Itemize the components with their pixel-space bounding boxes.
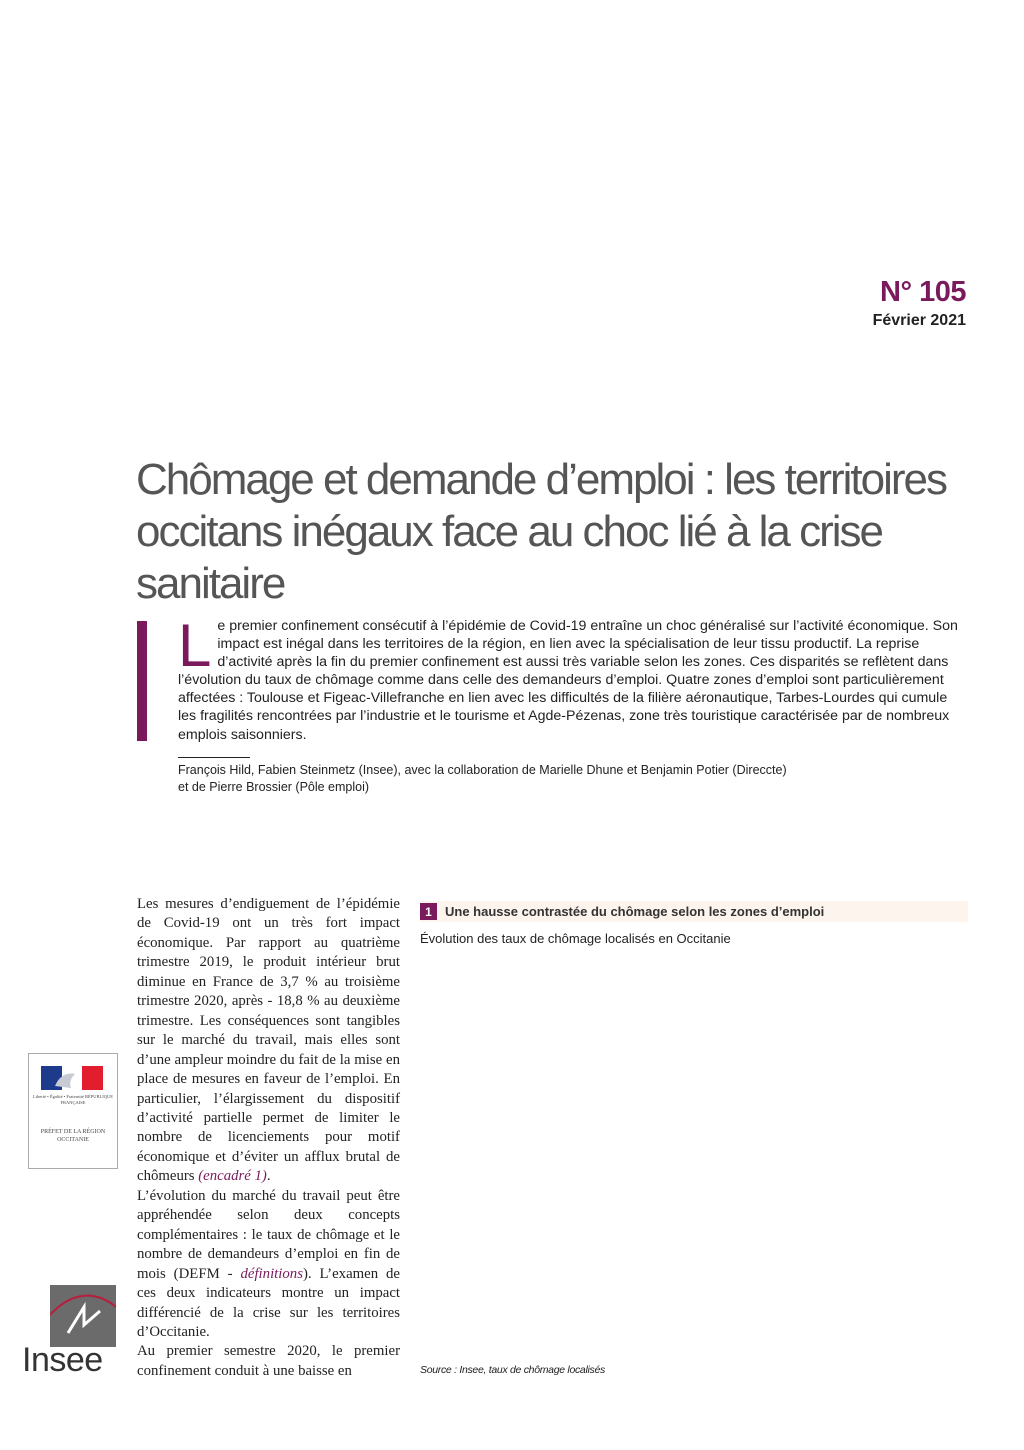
insee-wordmark: Insee: [22, 1341, 103, 1379]
republique-francaise-text: Liberté • Égalité • Fraternité RÉPUBLIQUE FRANÇAISE: [33, 1094, 114, 1105]
body-text: .: [266, 1168, 271, 1185]
page-title: Chômage et demande d’emploi : les territoires occitans inégaux face au choc lié à la crise sanitaire: [136, 455, 947, 608]
issue-date: Février 2021: [872, 312, 966, 329]
lead-text: e premier confinement consécutif à l’épidémie de Covid-19 entraîne un choc généralisé sur l’activité économique. Son impact est inégal dans les territoires de la région, en lien avec la spécialisation de leur tissu productif. La reprise d’activité après la fin du premier confinement est aussi très variable selon les zones. Ces disparités se reflètent dans l’évolution du taux de chômage comme dans celle des demandeurs d’emploi. Quatre zones d’emploi sont particulièrement affectées : Toulouse et Figeac-Villefranche en lien avec les difficultés de la filière aéronautique, Tarbes-Lourdes qui cumule les fragilités rencontrées par l’industrie et le tourisme et Agde-Pézenas, zone très touristique caractérisée par de nombreux emplois saisonniers.: [178, 618, 958, 743]
body-text: L’évolution du marché du travail peut être appréhendée selon deux concepts complémentaires : le taux de chômage et le nombre de demandeurs d’emploi en fin de mois (DEFM -: [137, 1187, 400, 1282]
marianne-flag-icon: [41, 1066, 103, 1090]
lead-paragraph: [178, 612, 958, 744]
issue-number: N° 105: [880, 276, 966, 308]
body-column: [137, 895, 400, 1381]
body-paragraph-2: [137, 1187, 400, 1343]
prefet-region-text: PRÉFET DE LA RÉGION OCCITANIE: [40, 1129, 106, 1143]
insee-logo-icon: [50, 1285, 116, 1347]
body-text: Les mesures d’endiguement de l’épidémie de Covid-19 ont un très fort impact économique. Par rapport au quatrième trimestre 2019, le produit intérieur brut diminue en France de 3,7 % au troisième trimestre 2020, après - 18,8 % au deuxième trimestre. Les conséquences sont tangibles sur le marché du travail, mais elles sont d’une ampleur moindre du fait de la mise en place de mesures en faveur de l’emploi. En particulier, l’élargissement du dispositif d’activité partielle permet de limiter le nombre de licenciements pour motif économique et d’éviter un afflux brutal de chômeurs: [137, 896, 400, 1185]
figure-subtitle: Évolution des taux de chômage localisés en Occitanie: [420, 931, 731, 946]
dropcap: L: [178, 612, 212, 679]
authors: [178, 762, 878, 796]
figure-source: Source : Insee, taux de chômage localisés: [420, 1364, 605, 1376]
authors-line-2: et de Pierre Brossier (Pôle emploi): [178, 780, 370, 794]
figure-header: [420, 901, 968, 922]
encadre-link[interactable]: (encadré 1): [198, 1168, 267, 1185]
figure-title: Une hausse contrastée du chômage selon les zones d’emploi: [445, 904, 825, 919]
body-text: ). L’examen de ces deux indicateurs montre un impact différencié de la crise sur les territoires d’Occitanie.: [137, 1265, 400, 1340]
issue-block: [873, 274, 966, 330]
authors-divider: [178, 757, 250, 758]
body-paragraph-3: Au premier semestre 2020, le premier confinement conduit à une baisse en: [137, 1343, 400, 1379]
figure-number: 1: [420, 903, 437, 920]
definitions-link[interactable]: définitions: [240, 1265, 303, 1282]
authors-line-1: François Hild, Fabien Steinmetz (Insee), avec la collaboration de Marielle Dhune et Benjamin Potier (Direccte): [178, 763, 787, 777]
body-paragraph-1: [137, 895, 400, 1187]
prefet-logo: [28, 1053, 118, 1169]
lead-accent-bar: [137, 621, 147, 741]
